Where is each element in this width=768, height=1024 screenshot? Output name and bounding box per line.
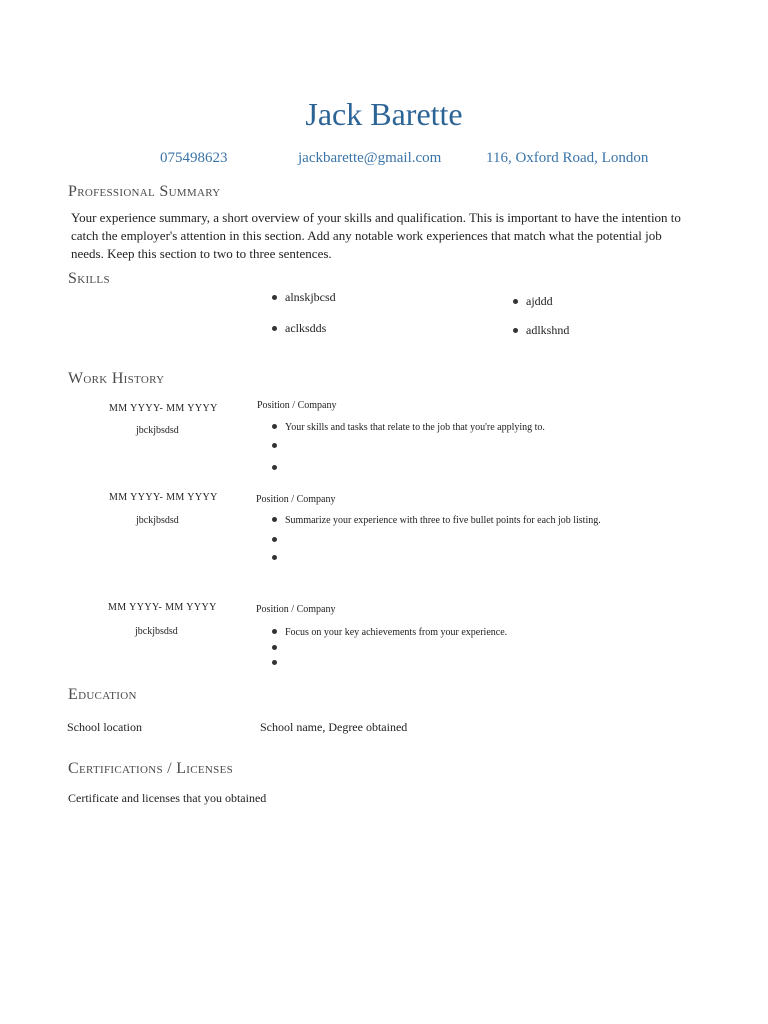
certifications-text: Certificate and licenses that you obtained bbox=[68, 791, 267, 805]
job-location: jbckjbsdsd bbox=[136, 515, 179, 526]
skill-item: aclksdds bbox=[272, 321, 326, 336]
bullet-icon bbox=[272, 465, 277, 470]
section-heading-education: Education bbox=[68, 686, 137, 703]
bullet-icon bbox=[272, 443, 277, 448]
bullet-icon bbox=[272, 645, 277, 650]
section-heading-skills: Skills bbox=[68, 270, 110, 287]
job-dates: MM YYYY- MM YYYY bbox=[108, 602, 217, 613]
job-task: Focus on your key achievements from your experience. bbox=[272, 627, 507, 638]
bullet-icon bbox=[272, 517, 277, 522]
job-task bbox=[272, 553, 285, 564]
job-position: Position / Company bbox=[256, 604, 336, 615]
section-heading-work: Work History bbox=[68, 370, 165, 387]
job-task: Your skills and tasks that relate to the job that you're applying to. bbox=[272, 422, 545, 433]
bullet-icon bbox=[272, 555, 277, 560]
bullet-icon bbox=[513, 299, 518, 304]
summary-text: Your experience summary, a short overview of your skills and qualification. This is important to have the intention to catch the employer's attention in this section. Add any notable work experiences that match what the potential job needs. Keep this section to two to three sentences. bbox=[71, 210, 681, 261]
bullet-icon bbox=[272, 424, 277, 429]
job-task bbox=[272, 658, 285, 669]
job-task bbox=[272, 643, 285, 654]
education-location: School location bbox=[67, 720, 142, 734]
job-position: Position / Company bbox=[256, 494, 336, 505]
bullet-icon bbox=[272, 537, 277, 542]
job-task bbox=[272, 535, 285, 546]
job-dates: MM YYYY- MM YYYY bbox=[109, 403, 218, 414]
bullet-icon bbox=[272, 660, 277, 665]
contact-email: jackbarette@gmail.com bbox=[298, 150, 442, 166]
job-task bbox=[272, 441, 285, 452]
job-position: Position / Company bbox=[257, 400, 337, 411]
bullet-icon bbox=[272, 295, 277, 300]
contact-phone: 075498623 bbox=[160, 150, 228, 166]
job-location: jbckjbsdsd bbox=[136, 425, 179, 436]
skill-item: alnskjbcsd bbox=[272, 290, 336, 305]
job-location: jbckjbsdsd bbox=[135, 626, 178, 637]
job-task: Summarize your experience with three to five bullet points for each job listing. bbox=[272, 515, 601, 526]
skill-item: ajddd bbox=[513, 294, 553, 309]
bullet-icon bbox=[272, 326, 277, 331]
resume-name: Jack Barette bbox=[305, 96, 463, 132]
section-heading-certifications: Certifications / Licenses bbox=[68, 760, 234, 777]
bullet-icon bbox=[272, 629, 277, 634]
contact-address: 116, Oxford Road, London bbox=[486, 150, 649, 166]
job-task bbox=[272, 463, 285, 474]
section-heading-summary: Professional Summary bbox=[68, 183, 221, 200]
bullet-icon bbox=[513, 328, 518, 333]
job-dates: MM YYYY- MM YYYY bbox=[109, 492, 218, 503]
skill-item: adlkshnd bbox=[513, 323, 569, 338]
education-school: School name, Degree obtained bbox=[260, 720, 408, 734]
